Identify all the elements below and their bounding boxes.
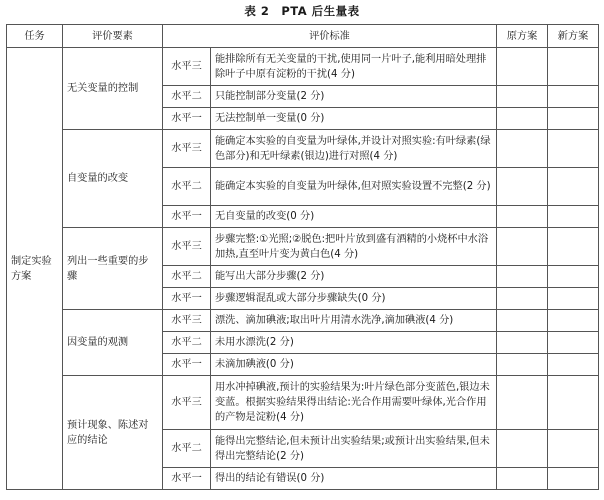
standard-cell: 只能控制部分变量(2 分): [211, 86, 497, 108]
header-row: [7, 25, 599, 48]
standard-cell: 能确定本实验的自变量为叶绿体,但对照实验设置不完整(2 分): [211, 168, 497, 206]
original-score-cell[interactable]: [497, 354, 548, 376]
level-cell: 水平三: [163, 48, 211, 86]
header-standard: 评价标准: [163, 25, 497, 48]
original-score-cell[interactable]: [497, 468, 548, 490]
standard-cell: 能排除所有无关变量的干扰,使用同一片叶子,能利用暗处理排除叶子中原有淀粉的干扰(4 分): [211, 48, 497, 86]
table-row: [7, 376, 599, 430]
header-new: 新方案: [548, 25, 599, 48]
original-score-cell[interactable]: [497, 430, 548, 468]
standard-cell: 能确定本实验的自变量为叶绿体,并设计对照实验:有叶绿素(绿色部分)和无叶绿素(银边)进行对照(4 分): [211, 130, 497, 168]
original-score-cell[interactable]: [497, 310, 548, 332]
table-row: [7, 130, 599, 168]
new-score-cell[interactable]: [548, 376, 599, 430]
new-score-cell[interactable]: [548, 130, 599, 168]
new-score-cell[interactable]: [548, 108, 599, 130]
level-cell: 水平一: [163, 206, 211, 228]
new-score-cell[interactable]: [548, 86, 599, 108]
original-score-cell[interactable]: [497, 376, 548, 430]
standard-cell: 得出的结论有错误(0 分): [211, 468, 497, 490]
standard-cell: 用水冲掉碘液,预计的实验结果为:叶片绿色部分变蓝色,银边未变蓝。根据实验结果得出结论:光合作用需要叶绿体,光合作用的产物是淀粉(4 分): [211, 376, 497, 430]
level-cell: 水平三: [163, 310, 211, 332]
new-score-cell[interactable]: [548, 206, 599, 228]
level-cell: 水平一: [163, 288, 211, 310]
header-task: 任务: [7, 25, 63, 48]
table-row: [7, 48, 599, 86]
new-score-cell[interactable]: [548, 48, 599, 86]
original-score-cell[interactable]: [497, 48, 548, 86]
new-score-cell[interactable]: [548, 310, 599, 332]
original-score-cell[interactable]: [497, 108, 548, 130]
requirement-cell: 列出一些重要的步骤: [63, 228, 163, 310]
original-score-cell[interactable]: [497, 168, 548, 206]
level-cell: 水平二: [163, 168, 211, 206]
standard-cell: 能写出大部分步骤(2 分): [211, 266, 497, 288]
new-score-cell[interactable]: [548, 266, 599, 288]
original-score-cell[interactable]: [497, 266, 548, 288]
level-cell: 水平一: [163, 108, 211, 130]
new-score-cell[interactable]: [548, 332, 599, 354]
standard-cell: 未用水漂洗(2 分): [211, 332, 497, 354]
table-row: [7, 310, 599, 332]
new-score-cell[interactable]: [548, 288, 599, 310]
requirement-cell: 因变量的观测: [63, 310, 163, 376]
level-cell: 水平一: [163, 468, 211, 490]
level-cell: 水平一: [163, 354, 211, 376]
level-cell: 水平二: [163, 86, 211, 108]
standard-cell: 未滴加碘液(0 分): [211, 354, 497, 376]
original-score-cell[interactable]: [497, 228, 548, 266]
level-cell: 水平三: [163, 376, 211, 430]
table-caption: 表 2 PTA 后生量表: [244, 4, 360, 18]
new-score-cell[interactable]: [548, 168, 599, 206]
header-requirement: 评价要素: [63, 25, 163, 48]
requirement-cell: 自变量的改变: [63, 130, 163, 228]
new-score-cell[interactable]: [548, 354, 599, 376]
level-cell: 水平三: [163, 228, 211, 266]
level-cell: 水平二: [163, 332, 211, 354]
original-score-cell[interactable]: [497, 86, 548, 108]
level-cell: 水平二: [163, 266, 211, 288]
level-cell: 水平三: [163, 130, 211, 168]
requirement-cell: 无关变量的控制: [63, 48, 163, 130]
standard-cell: 能得出完整结论,但未预计出实验结果;或预计出实验结果,但未得出完整结论(2 分): [211, 430, 497, 468]
original-score-cell[interactable]: [497, 130, 548, 168]
rubric-table: [6, 24, 599, 490]
new-score-cell[interactable]: [548, 468, 599, 490]
standard-cell: 步骤逻辑混乱或大部分步骤缺失(0 分): [211, 288, 497, 310]
standard-cell: 无法控制单一变量(0 分): [211, 108, 497, 130]
level-cell: 水平二: [163, 430, 211, 468]
header-original: 原方案: [497, 25, 548, 48]
table-row: [7, 228, 599, 266]
new-score-cell[interactable]: [548, 228, 599, 266]
task-cell: 制定实验方案: [7, 48, 63, 490]
standard-cell: 无自变量的改变(0 分): [211, 206, 497, 228]
original-score-cell[interactable]: [497, 332, 548, 354]
standard-cell: 漂洗、滴加碘液;取出叶片用清水洗净,滴加碘液(4 分): [211, 310, 497, 332]
original-score-cell[interactable]: [497, 206, 548, 228]
standard-cell: 步骤完整:①光照;②脱色:把叶片放到盛有酒精的小烧杯中水浴加热,直至叶片变为黄白色(4 分): [211, 228, 497, 266]
requirement-cell: 预计现象、陈述对应的结论: [63, 376, 163, 490]
original-score-cell[interactable]: [497, 288, 548, 310]
new-score-cell[interactable]: [548, 430, 599, 468]
